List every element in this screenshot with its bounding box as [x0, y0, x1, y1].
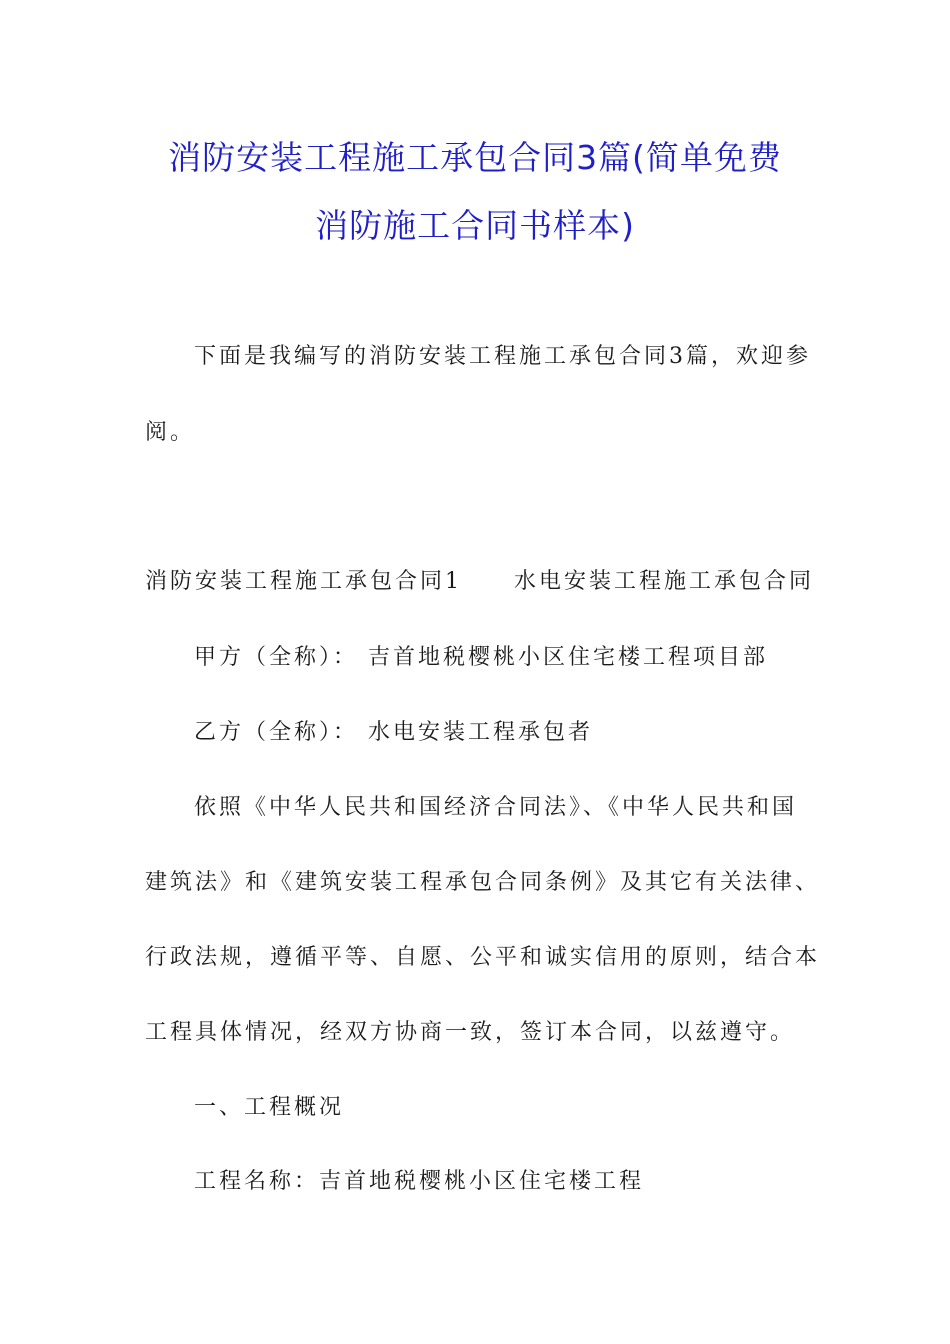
contract-subheading: 水电安装工程施工承包合同	[514, 569, 815, 594]
document-title-line-2: 消防施工合同书样本)	[315, 206, 635, 245]
contract-heading: 消防安装工程施工承包合同1	[145, 569, 462, 594]
document-title-line-1: 消防安装工程施工承包合同3篇(简单免费	[168, 138, 782, 177]
basis-line-2: 建筑法》和《建筑安装工程承包合同条例》及其它有关法律、	[145, 870, 821, 895]
contract-heading-row	[145, 567, 814, 597]
basis-line-3: 行政法规，遵循平等、自愿、公平和诚实信用的原则，结合本	[145, 945, 821, 970]
project-name-line: 工程名称：吉首地税樱桃小区住宅楼工程	[194, 1169, 645, 1194]
section-1-title: 一、工程概况	[194, 1095, 345, 1120]
party-a-line: 甲方（全称）： 吉首地税樱桃小区住宅楼工程项目部	[194, 645, 768, 670]
party-b-line: 乙方（全称）： 水电安装工程承包者	[194, 720, 593, 745]
intro-line-1: 下面是我编写的消防安装工程施工承包合同3篇，欢迎参	[194, 344, 811, 369]
basis-line-4: 工程具体情况，经双方协商一致，签订本合同，以兹遵守。	[145, 1020, 796, 1045]
intro-line-2: 阅。	[145, 420, 196, 445]
basis-line-1: 依照《中华人民共和国经济合同法》、《中华人民共和国	[194, 795, 798, 820]
